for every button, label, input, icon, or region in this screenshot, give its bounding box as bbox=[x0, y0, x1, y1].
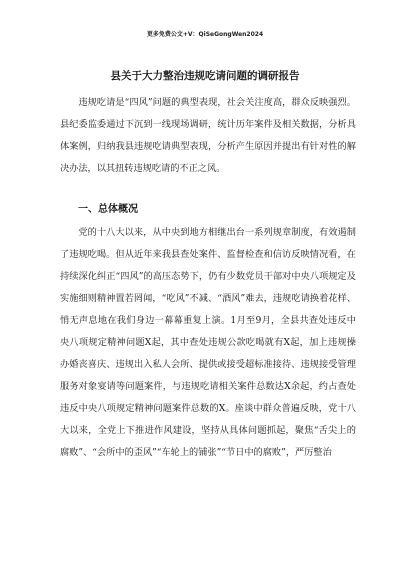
section-heading: 一、总体概况 bbox=[78, 204, 138, 215]
intro-paragraph: 违规吃请是“四风”问题的典型表现，社会关注度高，群众反映强烈。县纪委监委通过下沉到一线现场调研，统计历年案件及相关数据，分析具体案例，归纳我县违规吃请典型表现，分析产生原因并提出有针对性的解决办法，以其扭转违规吃请的不正之风。 bbox=[60, 97, 356, 174]
section-paragraph: 党的十八大以来，从中央到地方相继出台一系列规章制度，有效遏制了违规吃喝。但从近年来我县查处案件、监督检查和信访反映情况看，在持续深化纠正“四风”的高压态势下，仍有少数党员干部对中央八项规定及实施细则精神置若罔闻，“吃风”不减、“酒风”难去，违规吃请换着花样、悄无声息地在我们身边一幕幕重复上演。1月至9月，全县共查处违反中央八项规定精神问题X起，其中查处违规公款吃喝就有X起，加上违规操办婚丧喜庆、违规出入私人会所、提供或接受超标准接待、违规接受管理服务对象宴请等问题案件，与违规吃请相关案件总数达X余起，约占查处违反中央八项规定精神问题案件总数的X。座谈中群众普遍反映，党十八大以来，全党上下推进作风建设，坚持从具体问题抓起，聚焦“舌尖上的腐败”、“会所中的歪风”“车轮上的铺张”“节日中的腐败”，严厉整治 bbox=[60, 227, 356, 458]
page-title: 县关于大力整治违规吃请问题的调研报告 bbox=[110, 70, 300, 82]
header-note: 更多免费公文+V：QiSeGongWen2024 bbox=[146, 31, 264, 38]
